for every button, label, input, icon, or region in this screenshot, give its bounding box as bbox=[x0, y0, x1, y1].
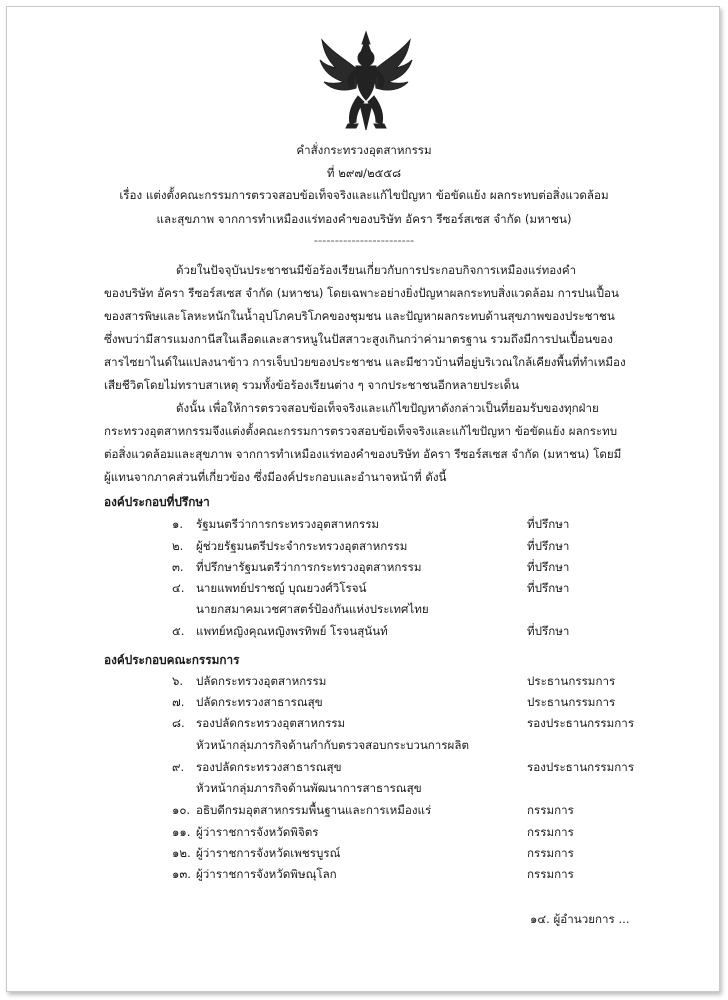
separator-line: ------------------------ bbox=[313, 233, 415, 247]
garuda-emblem-icon bbox=[318, 30, 414, 134]
paragraph1-line: สารไซยาไนด์ในแปลงนาข้าว การเจ็บป่วยของประชาชน และมีชาวบ้านที่อยู่บริเวณใกล้เคียงพื้นที่ทำเหมือง bbox=[104, 355, 626, 369]
order-number: ที่ ๒๙๗/๒๕๕๘ bbox=[326, 166, 402, 180]
paragraph2-line: ดังนั้น เพื่อให้การตรวจสอบข้อเท็จจริงและแก้ไขปัญหาดังกล่าวเป็นที่ยอมรับของทุกฝ่าย bbox=[176, 401, 599, 415]
paragraph2-line: ผู้แทนจากภาคส่วนที่เกี่ยวข้อง ซึ่งมีองค์ประกอบและอำนาจหน้าที่ ดังนี้ bbox=[104, 470, 447, 484]
continuation-text: ๑๔. ผู้อำนวยการ ... bbox=[530, 912, 630, 926]
paragraph1-line: ด้วยในปัจจุบันประชาชนมีข้อร้องเรียนเกี่ยวกับการประกอบกิจการเหมืองแร่ทองคำ bbox=[176, 263, 577, 277]
list-item-subtitle: หัวหน้ากลุ่มภารกิจด้านกำกับตรวจสอบกระบวนการผลิต bbox=[196, 738, 469, 752]
list-item-subtitle: นายกสมาคมเวชศาสตร์ป้องกันแห่งประเทศไทย bbox=[196, 602, 429, 616]
subject-line-2: และสุขภาพ จากการทำเหมืองแร่ทองคำของบริษัท อัครา รีซอร์สเซส จำกัด (มหาชน) bbox=[156, 212, 572, 226]
advisors-heading: องค์ประกอบที่ปรึกษา bbox=[104, 495, 210, 509]
paragraph2-line: กระทรวงอุตสาหกรรมจึงแต่งตั้งคณะกรรมการตรวจสอบข้อเท็จจริงและแก้ไขปัญหา ข้อขัดแย้ง ผลกระทบ bbox=[104, 424, 618, 438]
order-title: คำสั่งกระทรวงอุตสาหกรรม bbox=[296, 143, 432, 157]
paragraph2-line: ต่อสิ่งแวดล้อมและสุขภาพ จากการทำเหมืองแร่ทองคำของบริษัท อัครา รีซอร์สเซส จำกัด (มหาชน) โดยมี bbox=[104, 447, 622, 461]
subject-line-1: เรื่อง แต่งตั้งคณะกรรมการตรวจสอบข้อเท็จจริงและแก้ไขปัญหา ข้อขัดแย้ง ผลกระทบต่อสิ่งแวดล้อม bbox=[119, 188, 609, 202]
paragraph1-line: ซึ่งพบว่ามีสารแมงกานีสในเลือดและสารหนูในปัสสาวะสูงเกินกว่าค่ามาตรฐาน รวมถึงมีการปนเปื้อนของ bbox=[104, 332, 613, 346]
paragraph1-line: ของบริษัท อัครา รีซอร์สเซส จำกัด (มหาชน) โดยเฉพาะอย่างยิ่งปัญหาผลกระทบสิ่งแวดล้อม การปนเปื้อน bbox=[104, 286, 619, 300]
paragraph1-line: เสียชีวิตโดยไม่ทราบสาเหตุ รวมทั้งข้อร้องเรียนต่าง ๆ จากประชาชนอีกหลายประเด็น bbox=[104, 378, 520, 392]
committee-heading: องค์ประกอบคณะกรรมการ bbox=[104, 653, 240, 667]
paragraph1-line: ของสารพิษและโลหะหนักในน้ำอุปโภคบริโภคของชุมชน และปัญหาผลกระทบด้านสุขภาพของประชาชน bbox=[104, 309, 615, 323]
list-item-subtitle: หัวหน้ากลุ่มภารกิจด้านพัฒนาการสาธารณสุข bbox=[196, 781, 422, 795]
